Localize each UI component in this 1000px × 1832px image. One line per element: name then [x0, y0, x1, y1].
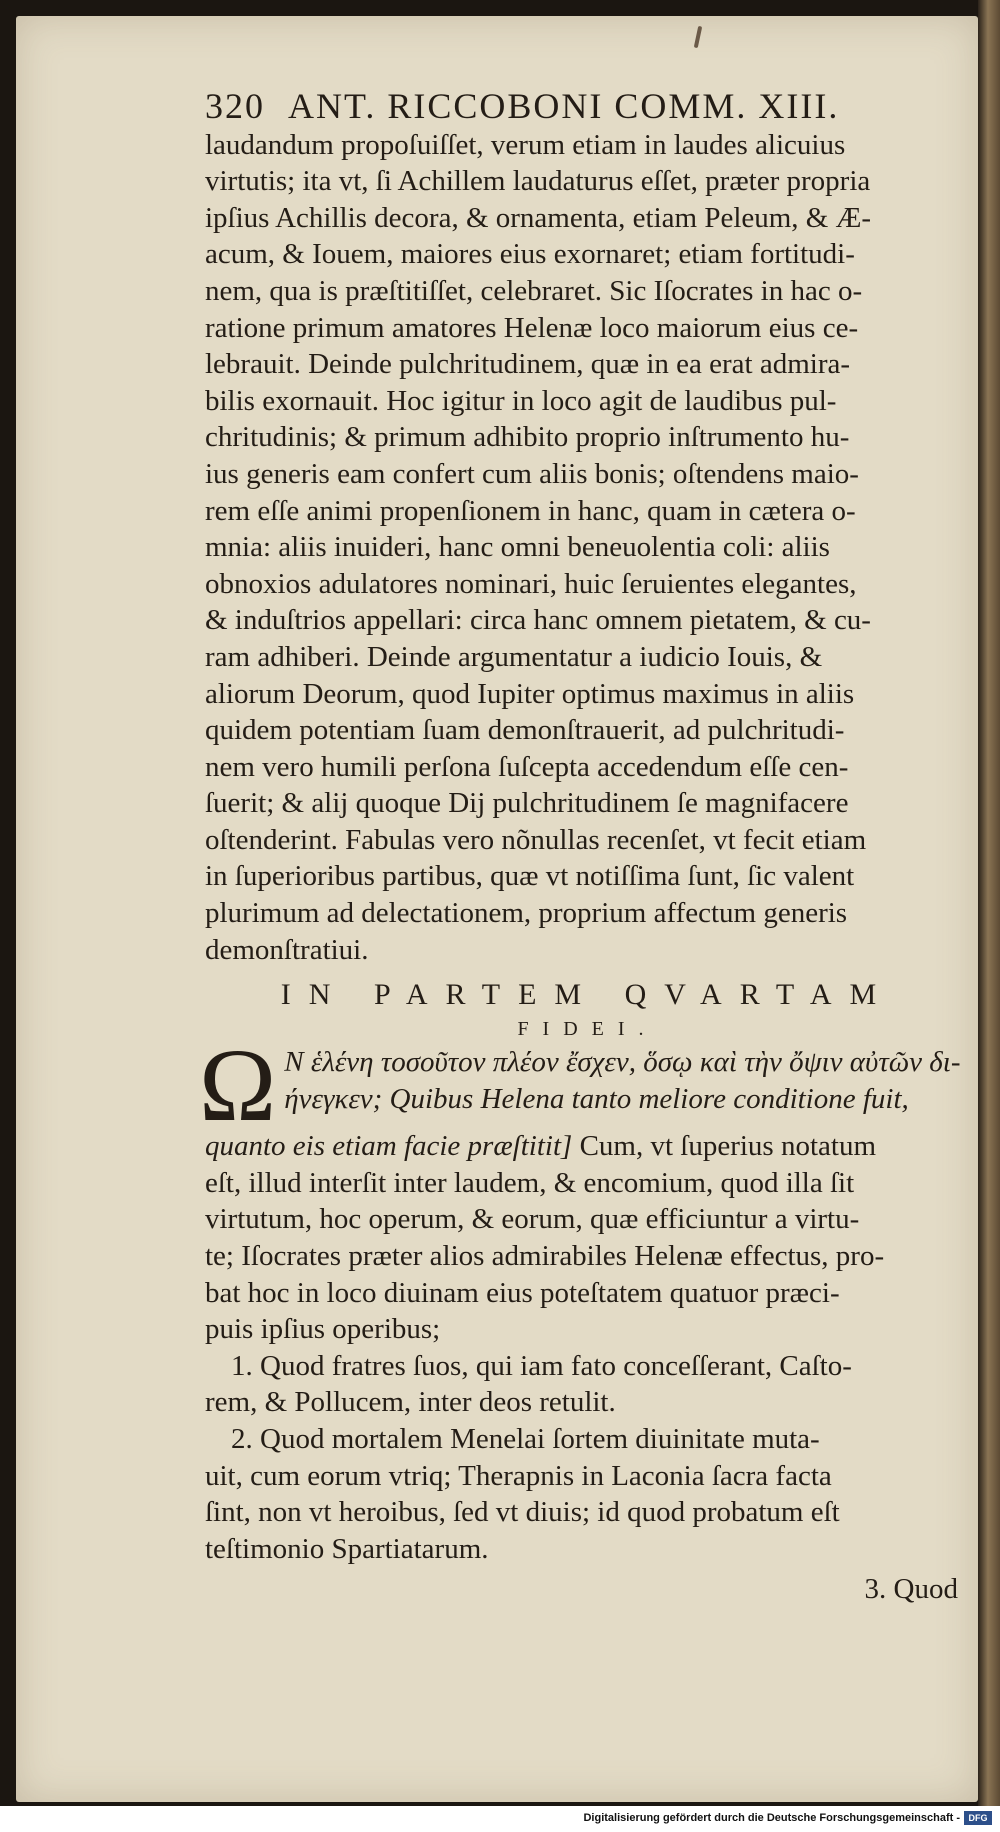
text-line: te; Iſocrates præter alios admirabiles Helenæ effectus, pro- — [205, 1240, 885, 1273]
list-item-continuation: ſint, non vt heroibus, ſed vt diuis; id quod probatum eſt — [205, 1496, 840, 1529]
text-line: acum, & Iouem, maiores eius exornaret; etiam fortitudi- — [205, 238, 855, 271]
greek-line: Ν ἑλένη τοσοῦτον πλέον ἔσχεν, ὅσῳ καὶ τὴν ὄψιν αὐτῶν δι- — [284, 1046, 961, 1079]
text-line: quidem potentiam ſuam demonſtrauerit, ad pulchritudi- — [205, 714, 845, 747]
latin-translation-1: Quibus Helena tanto meliore conditione fuit, — [389, 1082, 909, 1115]
paragraph-2 — [205, 1165, 970, 1348]
greek-end: ήνεγκεν; — [284, 1082, 383, 1115]
text-line: chritudinis; & primum adhibito proprio inſtrumento hu- — [205, 421, 850, 454]
text-line: rem eſſe animi propenſionem in hanc, quam in cætera o- — [205, 494, 856, 527]
paragraph-1 — [205, 127, 970, 969]
text-line: oſtenderint. Fabulas vero nõnullas recenſet, vt fecit etiam — [205, 823, 867, 856]
text-line: virtutis; ita vt, ſi Achillem laudaturus eſſet, præter propria — [205, 165, 871, 198]
page-number: 320 — [205, 86, 265, 126]
text-line: puis ipſius operibus; — [205, 1313, 441, 1346]
list-item-continuation: uit, cum eorum vtriq; Therapnis in Laconia ſacra facta — [205, 1459, 832, 1492]
section-subtitle: FIDEI. — [517, 1018, 658, 1041]
text-line: lebrauit. Deinde pulchritudinem, quæ in ea erat admira- — [205, 348, 851, 381]
page-edge — [978, 0, 1000, 1810]
text-line: aliorum Deorum, quod Iupiter optimus maximus in aliis — [205, 677, 855, 710]
digitization-credit: Digitalisierung gefördert durch die Deutsche Forschungsgemeinschaft - — [583, 1812, 960, 1824]
latin-translation-2: quanto eis etiam facie præſtitit] — [205, 1130, 573, 1163]
text-line: nem vero humili perſona ſuſcepta accedendum eſſe cen- — [205, 750, 849, 783]
text-line: ſuerit; & alij quoque Dij pulchritudinem ſe magnifacere — [205, 787, 849, 820]
catchword: 3. Quod — [864, 1573, 958, 1606]
numbered-list — [205, 1348, 970, 1568]
text-line: ius generis eam confert cum aliis bonis; oſtendens maio- — [205, 457, 859, 490]
text-line: in ſuperioribus partibus, quæ vt notiſſima ſunt, ſic valent — [205, 860, 855, 893]
dfg-logo: DFG — [964, 1811, 992, 1825]
text-line: mnia: aliis inuideri, hanc omni beneuolentia coli: aliis — [205, 531, 830, 564]
list-item: 2. Quod mortalem Menelai ſortem diuinitate muta- — [231, 1423, 820, 1455]
text-line: plurimum ad delectationem, proprium affectum generis — [205, 897, 848, 930]
list-item: 1. Quod fratres ſuos, qui iam fato conceſſerant, Caſto- — [231, 1349, 852, 1382]
text-line: bilis exornauit. Hoc igitur in loco agit de laudibus pul- — [205, 384, 837, 417]
list-item-continuation: rem, & Pollucem, inter deos retulit. — [205, 1386, 616, 1419]
list-item-continuation: teſtimonio Spartiatarum. — [205, 1532, 489, 1565]
latin-line — [205, 1128, 970, 1165]
text-line: eſt, illud interſit inter laudem, & encomium, quod illa ſit — [205, 1166, 855, 1199]
running-title: ANT. RICCOBONI COMM. XIII. — [288, 86, 840, 126]
text-line: & induſtrios appellari: circa hanc omnem pietatem, & cu- — [205, 604, 871, 637]
text-line: demonſtratiui. — [205, 933, 369, 966]
greek-latin-line — [205, 1081, 970, 1118]
drop-cap: Ω — [199, 1028, 277, 1144]
text-line: obnoxios adulatores nominari, huic ſeruientes elegantes, — [205, 567, 857, 600]
text-line: nem, qua is præſtitiſſet, celebraret. Sic Iſocrates in hac o- — [205, 274, 863, 307]
text-line: ram adhiberi. Deinde argumentatur a iudicio Iouis, & — [205, 640, 823, 673]
text-line: ipſius Achillis decora, & ornamenta, etiam Peleum, & Æ- — [205, 201, 872, 234]
section-title: IN PARTEM QVARTAM — [280, 978, 895, 1012]
text-line: laudandum propoſuiſſet, verum etiam in laudes alicuius — [205, 128, 846, 161]
text-line: ratione primum amatores Helenæ loco maiorum eius ce- — [205, 311, 859, 344]
page-text — [199, 86, 970, 1608]
text-line: bat hoc in loco diuinam eius poteſtatem quatuor præci- — [205, 1276, 840, 1309]
running-header — [205, 88, 970, 125]
text-line: virtutum, hoc operum, & eorum, quæ efficiuntur a virtu- — [205, 1203, 860, 1236]
commentary-start: Cum, vt ſuperius notatum — [572, 1130, 877, 1163]
